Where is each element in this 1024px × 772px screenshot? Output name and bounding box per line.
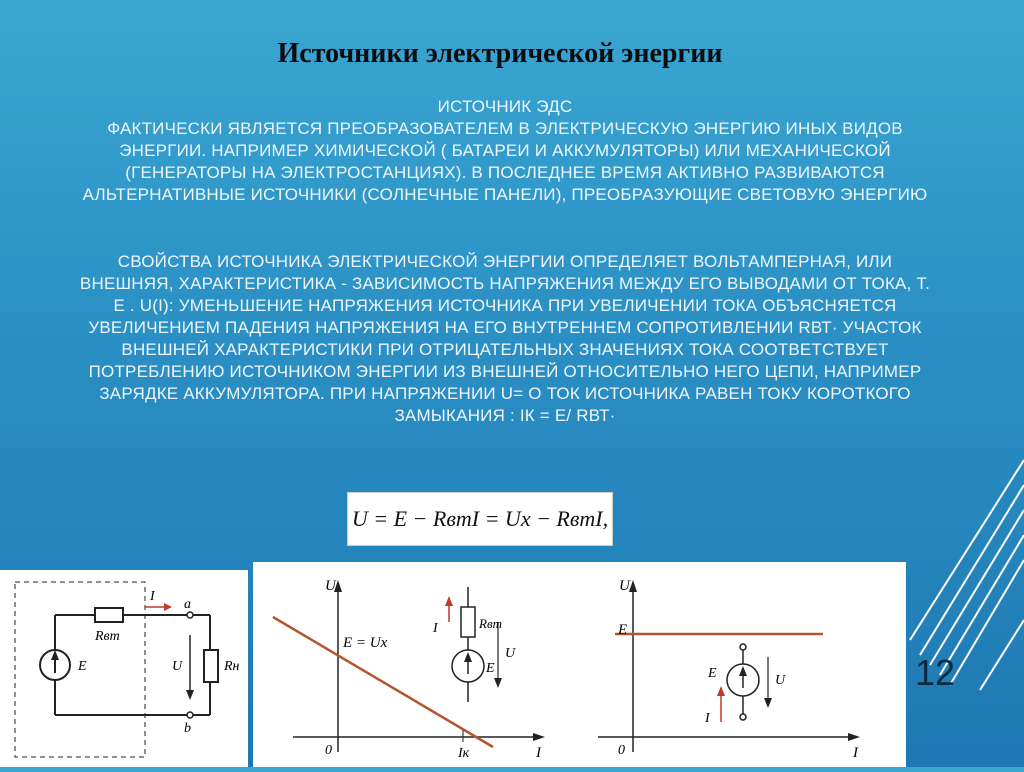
left-inset-emf: E [486,661,495,676]
characteristic-graphs [253,562,906,767]
internal-resistance-label: Rвт [95,629,120,644]
formula-box [347,492,613,546]
right-inset-current: I [705,711,710,726]
characteristic-graphs-panel [253,562,906,767]
paragraph-emf-source-text: ИСТОЧНИК ЭДС ФАКТИЧЕСКИ ЯВЛЯЕТСЯ ПРЕОБРАЗОВАТЕЛЕМ В ЭЛЕКТРИЧЕСКУЮ ЭНЕРГИЮ ИНЫХ ВИДОВ ЭНЕРГИИ. НАПРИМЕР ХИМИЧЕСКОЙ ( БАТАРЕИ И АККУМУЛЯТОРЫ) ИЛИ МЕХАНИЧЕСКОЙ (ГЕНЕРАТОРЫ НА ЭЛЕКТРОСТАНЦИЯХ). В ПОСЛЕДНЕЕ ВРЕМЯ АКТИВНО РАЗВИВАЮТСЯ АЛЬТЕРНАТИВНЫЕ ИСТОЧНИКИ (СОЛНЕЧНЫЕ ПАНЕЛИ), ПРЕОБРАЗУЮЩИЕ СВЕТОВУЮ ЭНЕРГИЮ [82,97,928,204]
emf-label: E [78,659,87,674]
node-a-label: a [184,597,191,612]
voltage-label: U [172,659,183,674]
left-graph-origin: 0 [325,743,332,758]
circuit-diagram [0,570,248,767]
right-graph-x-axis: I [853,745,858,761]
left-graph-x-axis: I [536,745,541,761]
left-inset-resistance: Rвт [479,616,502,631]
node-b-label: b [184,721,191,736]
slide-title: Источники электрической энергии [277,38,723,69]
load-resistance-label: Rн [224,659,240,674]
left-inset-current: I [433,621,438,636]
paragraph-emf-source [75,96,935,206]
left-graph-short-circuit: Iк [458,746,470,761]
left-graph-annotation: E = Uх [343,635,388,651]
circuit-current-label: I [150,589,155,604]
left-graph-y-axis: U [325,578,336,594]
right-graph-origin: 0 [618,743,625,758]
right-graph-y-axis: U [619,578,630,594]
formula-text: U = E − RвтI = Uх − RвтI, [351,506,609,531]
right-inset-voltage: U [775,673,786,688]
page-number: 12 [915,652,956,693]
circuit-diagram-panel [0,570,248,767]
right-inset-emf: E [708,666,717,681]
paragraph-properties [75,251,935,427]
right-graph-level: E [618,622,628,638]
paragraph-properties-text: СВОЙСТВА ИСТОЧНИКА ЭЛЕКТРИЧЕСКОЙ ЭНЕРГИИ ОПРЕДЕЛЯЕТ ВОЛЬТАМПЕРНАЯ, ИЛИ ВНЕШНЯЯ, ХАРАКТЕРИСТИКА - ЗАВИСИМОСТЬ НАПРЯЖЕНИЯ МЕЖДУ ЕГО ВЫВОДАМИ ОТ ТОКА, Т. Е . U(I): УМЕНЬШЕНИЕ НАПРЯЖЕНИЯ ИСТОЧНИКА ПРИ УВЕЛИЧЕНИИ ТОКА ОБЪЯСНЯЕТСЯ УВЕЛИЧЕНИЕМ ПАДЕНИЯ НАПРЯЖЕНИЯ НА ЕГО ВНУТРЕННЕМ СОПРОТИВЛЕНИИ RВТ· УЧАСТОК ВНЕШНЕЙ ХАРАКТЕРИСТИКИ ПРИ ОТРИЦАТЕЛЬНЫХ ЗНАЧЕНИЯХ ТОКА СООТВЕТСТВУЕТ ПОТРЕБЛЕНИЮ ИСТОЧНИКОМ ЭНЕРГИИ ИЗ ВНЕШНЕЙ ОТНОСИТЕЛЬНО НЕГО ЦЕПИ, НАПРИМЕР ЗАРЯДКЕ АККУМУЛЯТОРА. ПРИ НАПРЯЖЕНИИ U= О ТОК ИСТОЧНИКА РАВЕН ТОКУ КОРОТКОГО ЗАМЫКАНИЯ : IК = E/ RВТ· [79,252,931,425]
left-inset-voltage: U [505,646,516,661]
